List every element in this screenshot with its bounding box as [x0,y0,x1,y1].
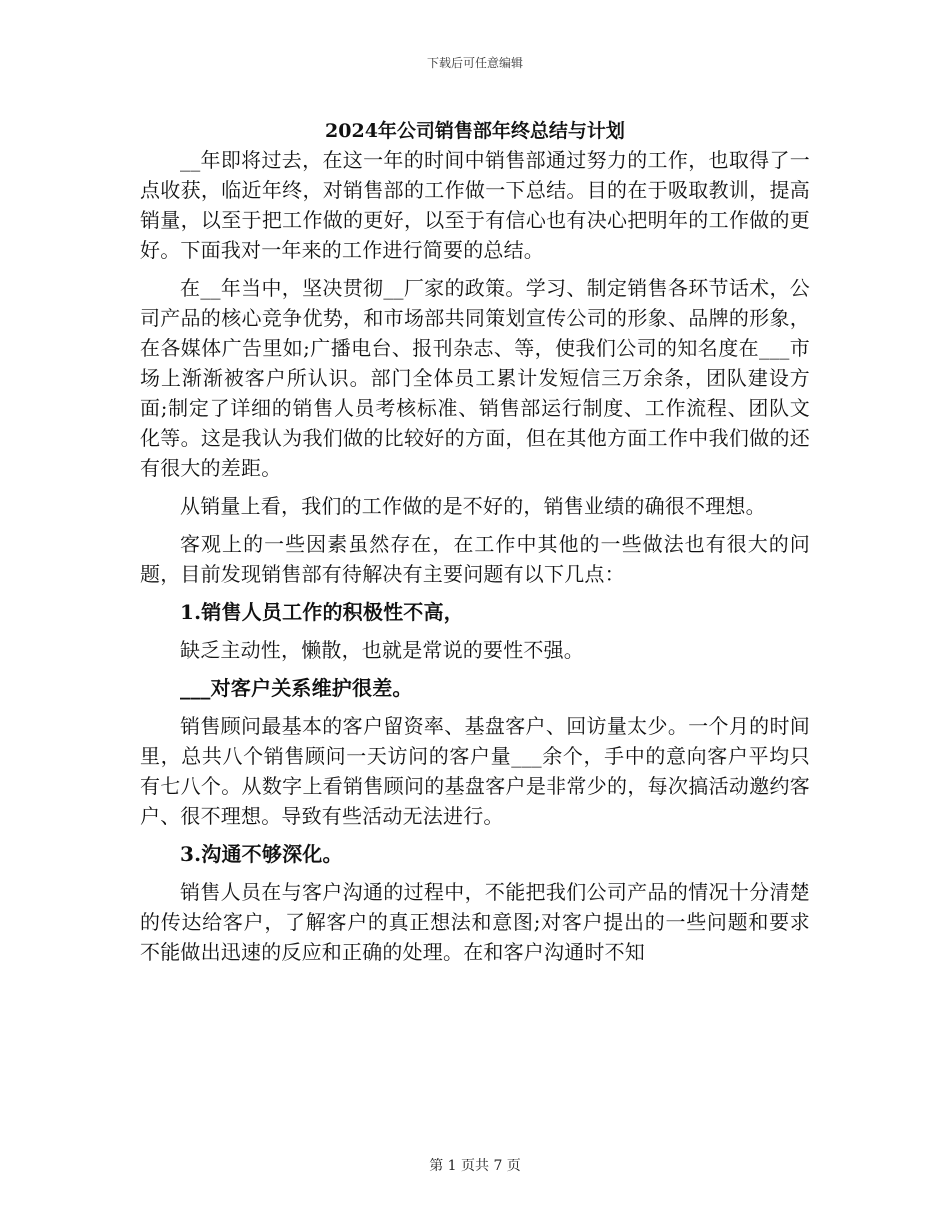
heading-problem-3: 3.沟通不够深化。 [180,842,343,866]
paragraph-problem-3: 销售人员在与客户沟通的过程中，不能把我们公司产品的情况十分清楚的传达给客户，了解客户的真正想法和意图;对客户提出的一些问题和要求不能做出迅速的反应和正确的处理。在和客户沟通时不知 [140,880,810,964]
paragraph-problems-intro: 客观上的一些因素虽然存在，在工作中其他的一些做法也有很大的问题，目前发现销售部有待解决有主要问题有以下几点： [140,532,810,586]
paragraph-problem-1: 缺乏主动性，懒散，也就是常说的要性不强。 [180,638,584,662]
paragraph-achievements: 在__年当中，坚决贯彻__厂家的政策。学习、制定销售各环节话术，公司产品的核心竞争优势，和市场部共同策划宣传公司的形象、品牌的形象，在各媒体广告里如;广播电台、报刊杂志、等，使我们公司的知名度在___市场上渐渐被客户所认识。部门全体员工累计发短信三万余条，团队建设方面;制定了详细的销售人员考核标准、销售部运行制度、工作流程、团队文化等。这是我认为我们做的比较好的方面，但在其他方面工作中我们做的还有很大的差距。 [140,276,810,480]
page-footer: 第 1 页共 7 页 [429,1158,521,1174]
document-title: 2024年公司销售部年终总结与计划 [325,120,625,142]
header-note: 下载后可任意编辑 [426,56,523,70]
document-body [140,145,810,975]
paragraph-sales-volume: 从销量上看，我们的工作做的是不好的，销售业绩的确很不理想。 [180,494,766,518]
heading-problem-1: 1.销售人员工作的积极性不高， [180,600,464,624]
paragraph-intro: __年即将过去，在这一年的时间中销售部通过努力的工作，也取得了一点收获，临近年终，对销售部的工作做一下总结。目的在于吸取教训，提高销量，以至于把工作做的更好，以至于有信心也有决心把明年的工作做的更好。下面我对一年来的工作进行简要的总结。 [140,148,810,262]
heading-problem-2: ___对客户关系维护很差。 [180,676,413,700]
paragraph-problem-2: 销售顾问最基本的客户留资率、基盘客户、回访量太少。一个月的时间里，总共八个销售顾问一天访问的客户量___余个，手中的意向客户平均只有七八个。从数字上看销售顾问的基盘客户是非常少的，每次搞活动邀约客户、很不理想。导致有些活动无法进行。 [140,714,810,828]
